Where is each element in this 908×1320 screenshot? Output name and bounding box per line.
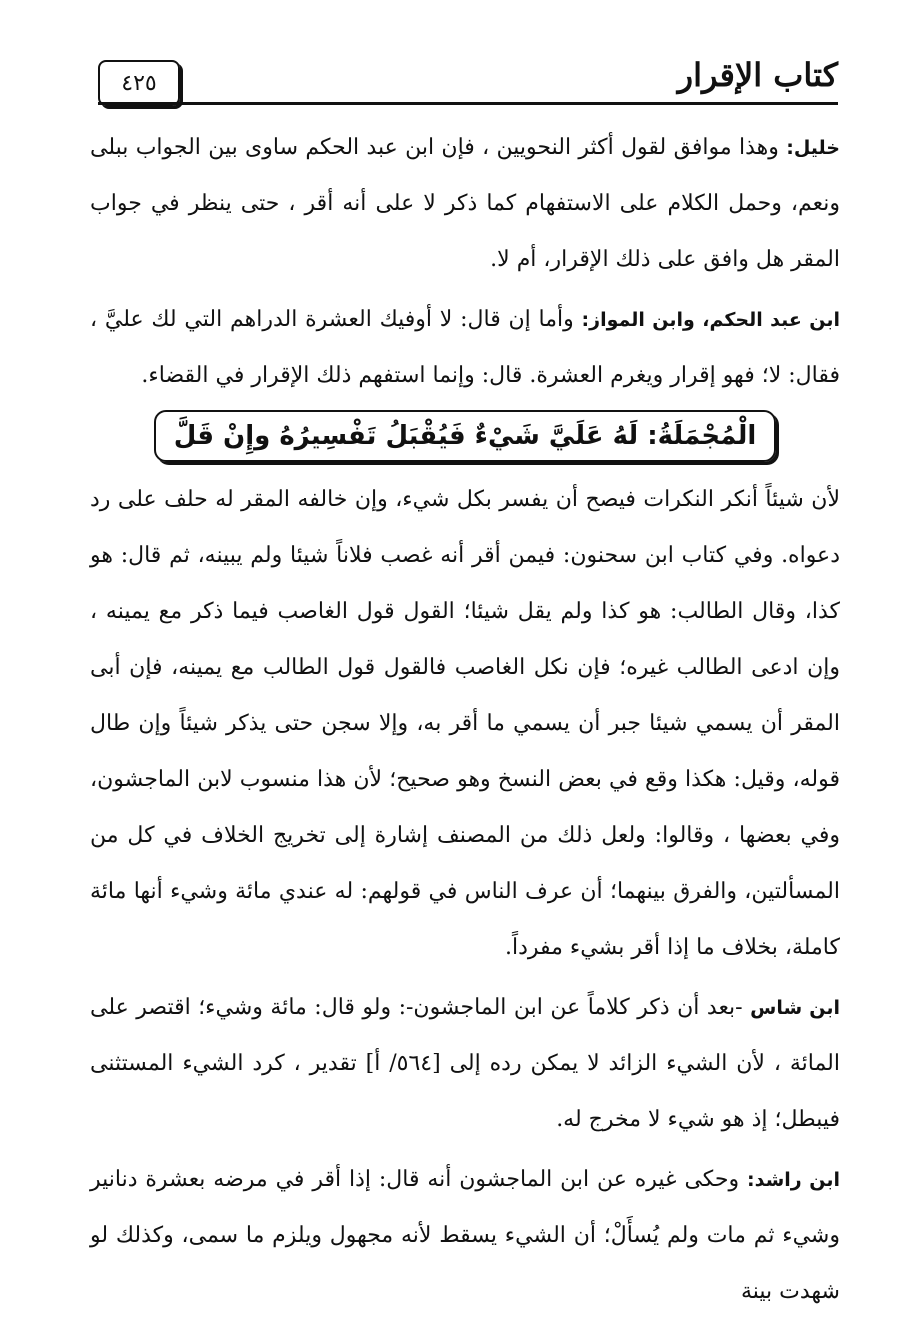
paragraph — [90, 292, 840, 404]
book-title: كتاب الإقرار — [677, 56, 838, 94]
paragraph — [90, 980, 840, 1148]
page-body — [90, 120, 840, 1304]
page-number-box — [98, 60, 180, 106]
speaker-label: ابن شاس — [750, 997, 840, 1019]
paragraph-text: -بعد أن ذكر كلاماً عن ابن الماجشون-: ولو قال: مائة وشيء؛ اقتصر على المائة ، لأن الشيء الزائد لا يمكن رده إلى [٥٦٤/ أ] تقدير ، كرد الشيء المستثنى فيبطل؛ إذ هو شيء لا مخرج له. — [90, 995, 840, 1132]
page-header — [98, 52, 838, 110]
speaker-label: ابن راشد: — [747, 1169, 840, 1191]
page-number: ٤٢٥ — [121, 70, 157, 96]
paragraph-text: لأن شيئاً أنكر النكرات فيصح أن يفسر بكل شيء، وإن خالفه المقر له حلف على رد دعواه. وفي كتاب ابن سحنون: فيمن أقر أنه غصب فلاناً شيئا ولم يبينه، ثم قال: هو كذا، وقال الطالب: هو كذا ولم يقل شيئا؛ القول قول الغاصب فيما ذكر مع يمينه ، وإن ادعى الطالب غيره؛ فإن نكل الغاصب فالقول قول الطالب مع يمينه، فإن أبى المقر أن يسمي شيئا جبر أن يسمي ما أقر به، وإلا سجن حتى يذكر شيئاً وإن طال قوله، وقيل: هكذا وقع في بعض النسخ وهو صحيح؛ لأن هذا منسوب لابن الماجشون، وفي بعضها ، وقالوا: ولعل ذلك من المصنف إشارة إلى تخريج الخلاف في كل من المسألتين، والفرق بينهما؛ أن عرف الناس في قولهم: له عندي مائة وشيء أنها مائة كاملة، بخلاف ما إذا أقر بشيء مفرداً. — [90, 487, 840, 960]
speaker-label: ابن عبد الحكم، وابن المواز: — [581, 309, 840, 331]
paragraph-text: وهذا موافق لقول أكثر النحويين ، فإن ابن عبد الحكم ساوى بين الجواب ببلى ونعم، وحمل الكلام على الاستفهام كما ذكر لا على أنه أقر ، حتى ينظر في جواب المقر هل وافق على ذلك الإقرار، أم لا. — [90, 135, 840, 272]
section-heading-wrap — [90, 410, 840, 462]
speaker-label: خليل: — [786, 137, 840, 159]
paragraph-text: وأما إن قال: لا أوفيك العشرة الدراهم التي لك عليَّ ، فقال: لا؛ فهو إقرار ويغرم العشرة. قال: وإنما استفهم ذلك الإقرار في القضاء. — [90, 307, 840, 388]
paragraph-text: وحكى غيره عن ابن الماجشون أنه قال: إذا أقر في مرضه بعشرة دنانير وشيء ثم مات ولم يُسأَلْ؛ أن الشيء يسقط لأنه مجهول ويلزم ما سمى، وكذلك لو شهدت بينة — [90, 1167, 840, 1304]
section-heading: الْمُجْمَلَةُ: لَهُ عَلَيَّ شَيْءٌ فَيُقْبَلُ تَفْسِيرُهُ وإِنْ قَلَّ — [154, 410, 777, 462]
paragraph — [90, 1152, 840, 1320]
paragraph — [90, 120, 840, 288]
header-rule — [98, 102, 838, 105]
paragraph — [90, 472, 840, 976]
